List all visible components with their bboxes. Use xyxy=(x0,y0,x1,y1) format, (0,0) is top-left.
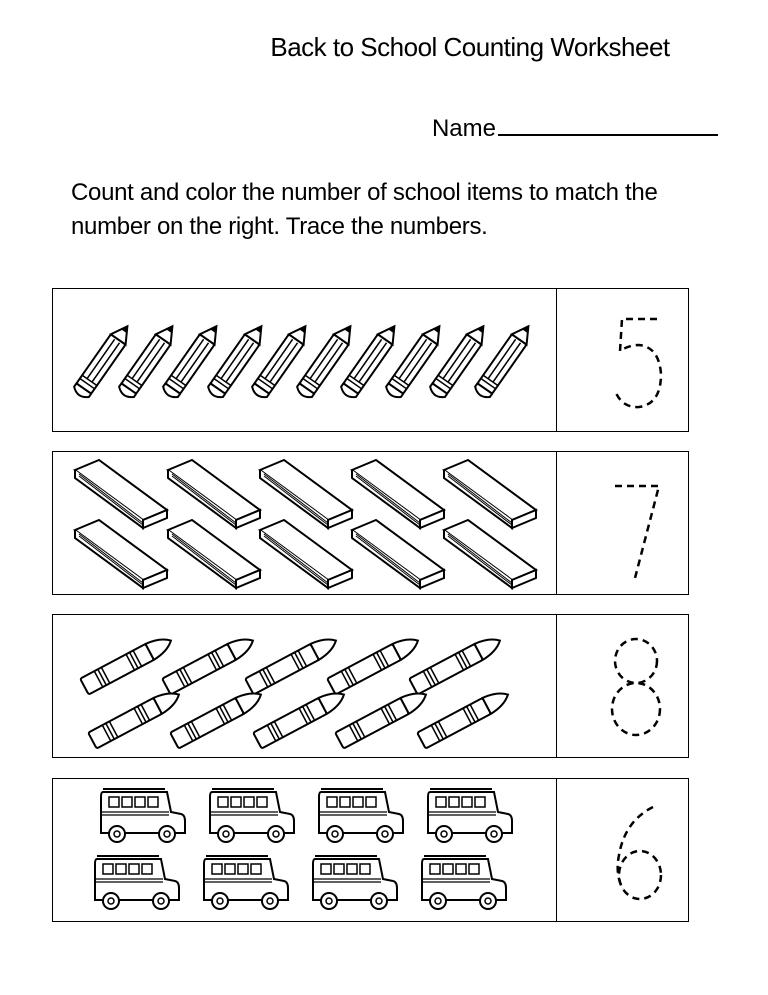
trace-digit-8[interactable] xyxy=(557,615,691,757)
crayon-icon[interactable] xyxy=(245,633,340,695)
school-bus-icon[interactable] xyxy=(204,856,288,909)
bus-items xyxy=(53,779,557,921)
name-blank-line[interactable] xyxy=(498,114,718,136)
book-icon[interactable] xyxy=(75,460,167,528)
counting-row-pencils xyxy=(52,288,689,432)
school-bus-icon[interactable] xyxy=(428,789,512,842)
book-icon[interactable] xyxy=(444,460,536,528)
crayon-icon[interactable] xyxy=(253,687,348,749)
trace-digit-5[interactable] xyxy=(557,289,691,431)
trace-digit-6[interactable] xyxy=(557,779,691,921)
school-bus-icon[interactable] xyxy=(319,789,403,842)
book-icon[interactable] xyxy=(168,520,260,588)
crayon-icon[interactable] xyxy=(80,633,175,695)
worksheet-title: Back to School Counting Worksheet xyxy=(270,32,670,62)
crayon-items xyxy=(53,615,557,757)
school-bus-icon[interactable] xyxy=(101,789,185,842)
book-icon[interactable] xyxy=(352,520,444,588)
crayon-icon[interactable] xyxy=(327,633,422,695)
book-icon[interactable] xyxy=(168,460,260,528)
counting-row-crayons xyxy=(52,614,689,758)
crayon-icon[interactable] xyxy=(170,687,265,749)
counting-row-books xyxy=(52,451,689,595)
book-items xyxy=(53,452,557,594)
crayon-icon[interactable] xyxy=(162,633,257,695)
book-icon[interactable] xyxy=(260,520,352,588)
book-icon[interactable] xyxy=(444,520,536,588)
school-bus-icon[interactable] xyxy=(313,856,397,909)
name-field[interactable] xyxy=(432,114,718,143)
school-bus-icon[interactable] xyxy=(210,789,294,842)
crayon-icon[interactable] xyxy=(417,687,512,749)
crayon-icon[interactable] xyxy=(409,633,504,695)
book-icon[interactable] xyxy=(352,460,444,528)
name-label: Name xyxy=(431,115,496,142)
crayon-icon[interactable] xyxy=(88,687,183,749)
book-icon[interactable] xyxy=(260,460,352,528)
instructions: Count and color the number of school items to match the number on the right. Trace the numbers. xyxy=(71,179,658,240)
school-bus-icon[interactable] xyxy=(422,856,506,909)
book-icon[interactable] xyxy=(75,520,167,588)
trace-digit-7[interactable] xyxy=(557,452,691,594)
school-bus-icon[interactable] xyxy=(95,856,179,909)
pencil-items xyxy=(53,289,557,431)
counting-row-buses xyxy=(52,778,689,922)
crayon-icon[interactable] xyxy=(335,687,430,749)
